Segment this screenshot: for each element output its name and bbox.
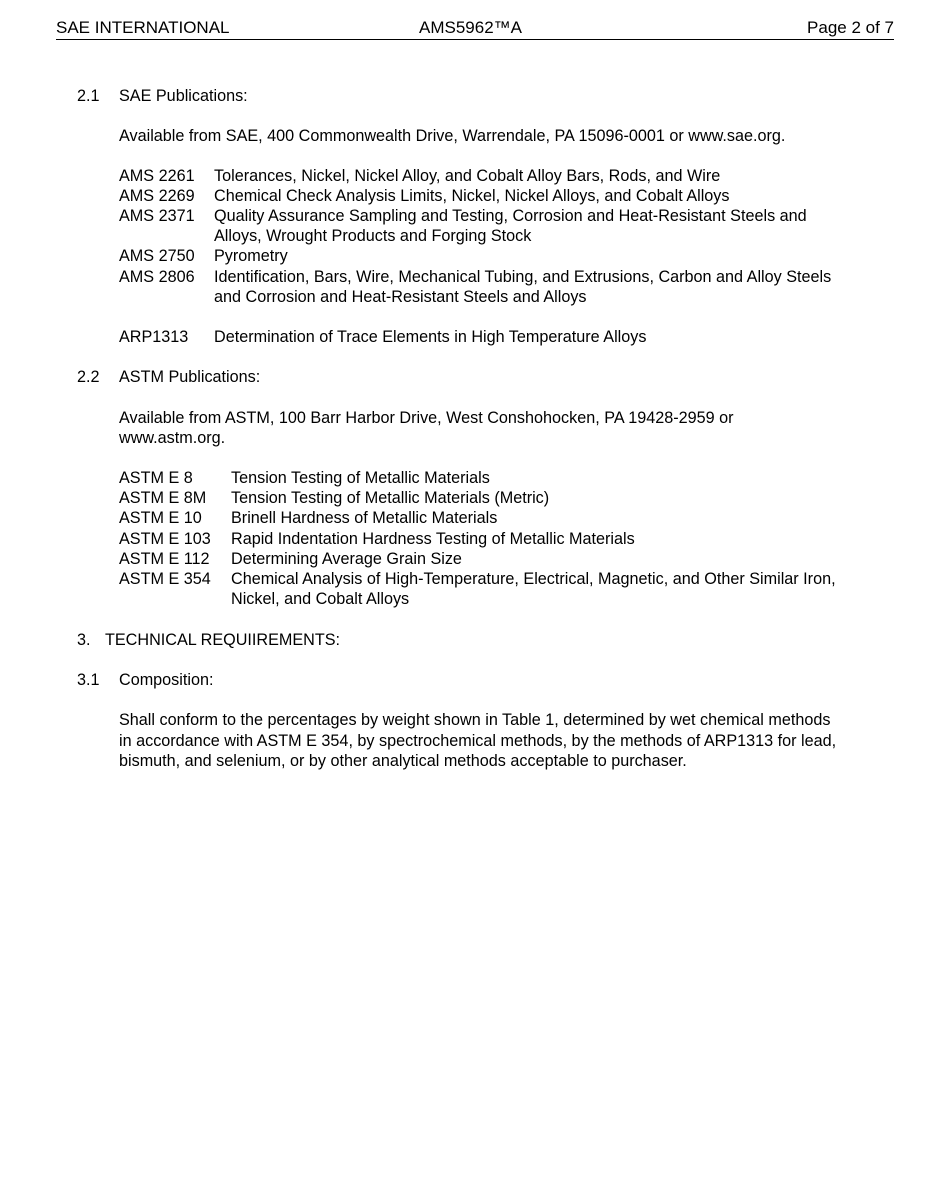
reference-title-continued: Alloys, Wrought Products and Forging Stock bbox=[214, 227, 532, 245]
reference-title-continued: Nickel, and Cobalt Alloys bbox=[231, 590, 410, 608]
header-document-number: AMS5962™A bbox=[419, 18, 522, 37]
reference-title: Brinell Hardness of Metallic Materials bbox=[231, 509, 498, 527]
reference-code: AMS 2750 bbox=[119, 247, 195, 265]
reference-code: ASTM E 10 bbox=[119, 509, 202, 527]
availability-text: Available from SAE, 400 Commonwealth Drive, Warrendale, PA 15096-0001 or www.sae.org. bbox=[119, 127, 786, 145]
reference-title: Chemical Check Analysis Limits, Nickel, Nickel Alloys, and Cobalt Alloys bbox=[214, 187, 730, 205]
section-number: 3. bbox=[77, 631, 91, 649]
header-page-number: Page 2 of 7 bbox=[807, 18, 894, 37]
section-number: 3.1 bbox=[77, 671, 100, 689]
reference-title: Determination of Trace Elements in High Temperature Alloys bbox=[214, 328, 647, 346]
availability-text: Available from ASTM, 100 Barr Harbor Drive, West Conshohocken, PA 19428-2959 or bbox=[119, 409, 734, 427]
reference-title: Chemical Analysis of High-Temperature, Electrical, Magnetic, and Other Similar Iron, bbox=[231, 570, 836, 588]
reference-title: Tolerances, Nickel, Nickel Alloy, and Cobalt Alloy Bars, Rods, and Wire bbox=[214, 167, 721, 185]
reference-title: Tension Testing of Metallic Materials bbox=[231, 469, 490, 487]
reference-code: ASTM E 103 bbox=[119, 530, 211, 548]
page-header bbox=[56, 17, 894, 40]
reference-title: Tension Testing of Metallic Materials (Metric) bbox=[231, 489, 550, 507]
reference-title: Rapid Indentation Hardness Testing of Metallic Materials bbox=[231, 530, 635, 548]
section-title: Composition: bbox=[119, 671, 214, 689]
reference-code: ASTM E 354 bbox=[119, 570, 211, 588]
section-title: SAE Publications: bbox=[119, 87, 248, 105]
reference-code: ASTM E 8 bbox=[119, 469, 193, 487]
composition-text: Shall conform to the percentages by weight shown in Table 1, determined by wet chemical methods bbox=[119, 711, 831, 729]
reference-code: ASTM E 8M bbox=[119, 489, 207, 507]
composition-text: bismuth, and selenium, or by other analytical methods acceptable to purchaser. bbox=[119, 752, 687, 770]
section-title: TECHNICAL REQUIIREMENTS: bbox=[105, 631, 341, 649]
section-number: 2.2 bbox=[77, 368, 100, 386]
reference-title: Determining Average Grain Size bbox=[231, 550, 462, 568]
reference-title: Quality Assurance Sampling and Testing, Corrosion and Heat-Resistant Steels and bbox=[214, 207, 807, 225]
composition-text: in accordance with ASTM E 354, by spectrochemical methods, by the methods of ARP1313 for lead, bbox=[119, 732, 837, 750]
reference-title-continued: and Corrosion and Heat-Resistant Steels and Alloys bbox=[214, 288, 587, 306]
reference-title: Pyrometry bbox=[214, 247, 288, 265]
reference-code: ARP1313 bbox=[119, 328, 189, 346]
availability-text-continued: www.astm.org. bbox=[119, 429, 226, 447]
section-number: 2.1 bbox=[77, 87, 100, 105]
section-title: ASTM Publications: bbox=[119, 368, 261, 386]
reference-code: AMS 2261 bbox=[119, 167, 195, 185]
reference-code: ASTM E 112 bbox=[119, 550, 210, 568]
reference-code: AMS 2806 bbox=[119, 268, 195, 286]
reference-code: AMS 2269 bbox=[119, 187, 195, 205]
reference-title: Identification, Bars, Wire, Mechanical Tubing, and Extrusions, Carbon and Alloy Steels bbox=[214, 268, 832, 286]
reference-code: AMS 2371 bbox=[119, 207, 195, 225]
header-publisher: SAE INTERNATIONAL bbox=[56, 18, 230, 37]
